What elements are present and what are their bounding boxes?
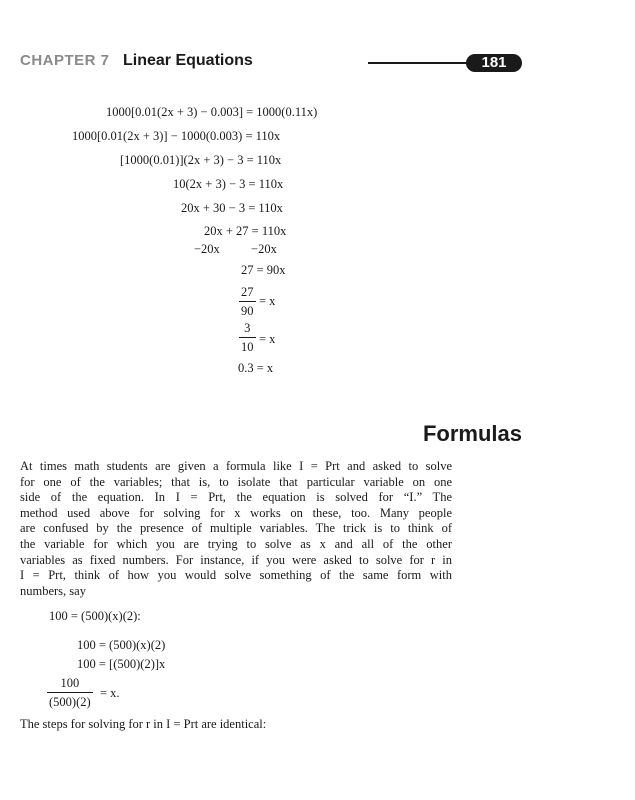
chapter-label: CHAPTER 7 (20, 52, 110, 69)
paragraph-line: the variable for which you are trying to solve as x and all of the other (20, 536, 452, 551)
closing-sentence: The steps for solving for r in I = Prt are identical: (20, 717, 267, 731)
derivation-line-1: 1000[0.01(2x + 3) − 0.003] = 1000(0.11x) (106, 105, 318, 119)
fraction-denominator: (500)(2) (49, 695, 91, 709)
example-equation: 100 = (500)(x)(2): (49, 609, 141, 623)
fraction-numerator: 100 (60, 676, 80, 690)
fraction-bar (47, 692, 93, 693)
formulas-paragraph (20, 459, 452, 599)
fraction-bar (239, 301, 256, 302)
paragraph-line: method used above for solving for x works on these, too. Many people (20, 505, 452, 520)
paragraph-line: At times math students are given a formula like I = Prt and asked to solve (20, 459, 452, 473)
derivation-line-3: [1000(0.01)](2x + 3) − 3 = 110x (120, 153, 282, 167)
derivation-line-2: 1000[0.01(2x + 3)] − 1000(0.003) = 110x (72, 129, 281, 143)
example-step-1: 100 = (500)(x)(2) (77, 638, 166, 652)
derivation-line-7: −20x −20x (194, 242, 277, 256)
fraction-denominator: 10 (241, 340, 254, 354)
derivation-line-4: 10(2x + 3) − 3 = 110x (173, 177, 284, 191)
paragraph-line: I = Prt, think of how you would solve something of the same form with (20, 568, 452, 583)
example-fraction-rhs: = x. (100, 686, 120, 700)
header-rule (368, 62, 470, 64)
fraction-numerator: 3 (244, 321, 251, 335)
example-step-2: 100 = [(500)(2)]x (77, 657, 166, 671)
paragraph-line: numbers, say (20, 583, 86, 598)
example-fraction (47, 676, 93, 709)
derivation-line-6: 20x + 27 = 110x (204, 224, 287, 238)
fraction-27-90 (239, 285, 256, 318)
paragraph-line: for one of the variables; that is, to isolate that particular variable on one (20, 474, 452, 489)
derivation-line-5: 20x + 30 − 3 = 110x (181, 201, 283, 215)
section-title: Formulas (422, 421, 522, 446)
fraction-rhs: = x (259, 332, 276, 346)
fraction-rhs: = x (259, 294, 276, 308)
page-number-badge: 181 (466, 54, 522, 72)
derivation-line-8: 27 = 90x (241, 263, 286, 277)
fraction-bar (239, 337, 256, 338)
chapter-title: Linear Equations (123, 52, 253, 69)
paragraph-line: side of the equation. In I = Prt, the equation is solved for “I.” The (20, 490, 452, 505)
fraction-3-10 (239, 321, 256, 354)
paragraph-line: are confused by the presence of multiple variables. The trick is to think of (20, 521, 452, 536)
paragraph-line: variables as fixed numbers. For instance, if you were asked to solve for r in (20, 552, 452, 567)
fraction-numerator: 27 (241, 285, 254, 299)
fraction-denominator: 90 (241, 304, 254, 318)
final-line: 0.3 = x (238, 361, 274, 375)
